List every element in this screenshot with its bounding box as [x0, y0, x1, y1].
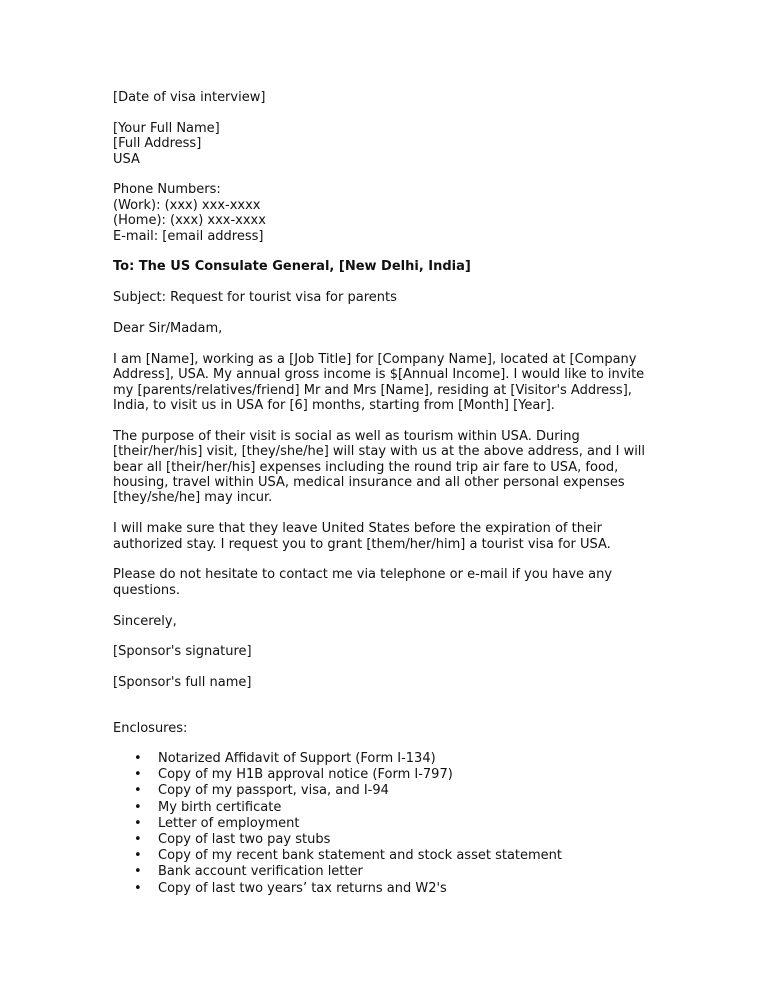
list-item-label: Notarized Affidavit of Support (Form I-134): [158, 751, 436, 767]
enclosures-title: Enclosures:: [113, 720, 188, 736]
closing: Sincerely,: [113, 613, 177, 629]
list-item-label: Copy of last two years’ tax returns and W2's: [158, 880, 447, 896]
phone-heading: Phone Numbers:: [113, 182, 221, 198]
list-item: [113, 848, 653, 864]
list-item-label: Copy of my H1B approval notice (Form I-797): [158, 767, 453, 783]
list-item: [113, 816, 653, 832]
work-phone: (Work): (xxx) xxx-xxxx: [113, 197, 261, 213]
recipient-line: To: The US Consulate General, [New Delhi, India]: [113, 259, 471, 275]
list-item-label: Letter of employment: [158, 815, 300, 831]
bullet-icon: •: [134, 815, 142, 831]
paragraph-line: [they/she/he] may incur.: [113, 490, 273, 506]
list-item-label: Bank account verification letter: [158, 864, 363, 880]
bullet-icon: •: [134, 767, 142, 783]
sender-address: [Full Address]: [113, 136, 202, 152]
bullet-icon: •: [134, 864, 142, 880]
list-item: [113, 832, 653, 848]
list-item: [113, 751, 653, 767]
salutation: Dear Sir/Madam,: [113, 321, 223, 337]
paragraph-line: authorized stay. I request you to grant [them/her/him] a tourist visa for USA.: [113, 536, 611, 552]
paragraph-assurance: [113, 521, 653, 552]
paragraph-line: [their/her/his] visit, [they/she/he] will stay with us at the above address, and I will: [113, 444, 646, 460]
paragraph-line: housing, travel within USA, medical insurance and all other personal expenses: [113, 475, 625, 491]
contact-block: [113, 182, 653, 244]
list-item: [113, 881, 653, 897]
list-item: [113, 767, 653, 783]
home-phone: (Home): (xxx) xxx-xxxx: [113, 213, 266, 229]
sender-block: [113, 121, 653, 167]
full-name-placeholder: [Sponsor's full name]: [113, 675, 252, 691]
bullet-icon: •: [134, 848, 142, 864]
list-item: [113, 783, 653, 799]
paragraph-line: I will make sure that they leave United States before the expiration of their: [113, 521, 602, 537]
letter-body: [113, 90, 653, 897]
date-line: [Date of visa interview]: [113, 90, 266, 105]
paragraph-line: I am [Name], working as a [Job Title] for [Company Name], located at [Company: [113, 351, 637, 367]
sender-name: [Your Full Name]: [113, 120, 220, 136]
paragraph-line: questions.: [113, 582, 181, 598]
list-item-label: Copy of my passport, visa, and I-94: [158, 783, 389, 799]
list-item-label: Copy of last two pay stubs: [158, 832, 331, 848]
paragraph-line: India, to visit us in USA for [6] months, starting from [Month] [Year].: [113, 398, 555, 414]
paragraph-line: Please do not hesitate to contact me via telephone or e-mail if you have any: [113, 567, 613, 583]
sender-country: USA: [113, 151, 140, 167]
signature-placeholder: [Sponsor's signature]: [113, 644, 252, 660]
paragraph-line: bear all [their/her/his] expenses including the round trip air fare to USA, food,: [113, 459, 619, 475]
list-item: [113, 800, 653, 816]
email-line: E-mail: [email address]: [113, 228, 264, 244]
paragraph-purpose: [113, 429, 653, 506]
paragraph-intro: [113, 352, 653, 414]
paragraph-contact: [113, 567, 653, 598]
list-item-label: My birth certificate: [158, 799, 282, 815]
list-item-label: Copy of my recent bank statement and stock asset statement: [158, 848, 563, 864]
subject-line: Subject: Request for tourist visa for parents: [113, 290, 397, 306]
bullet-icon: •: [134, 799, 142, 815]
paragraph-line: my [parents/relatives/friend] Mr and Mrs [Name], residing at [Visitor's Address],: [113, 382, 632, 398]
bullet-icon: •: [134, 880, 142, 896]
bullet-icon: •: [134, 751, 142, 767]
paragraph-line: The purpose of their visit is social as well as tourism within USA. During: [113, 428, 580, 444]
bullet-icon: •: [134, 783, 142, 799]
list-item: [113, 864, 653, 880]
enclosures-list: [113, 751, 653, 897]
paragraph-line: Address], USA. My annual gross income is $[Annual Income]. I would like to invite: [113, 367, 645, 383]
bullet-icon: •: [134, 832, 142, 848]
